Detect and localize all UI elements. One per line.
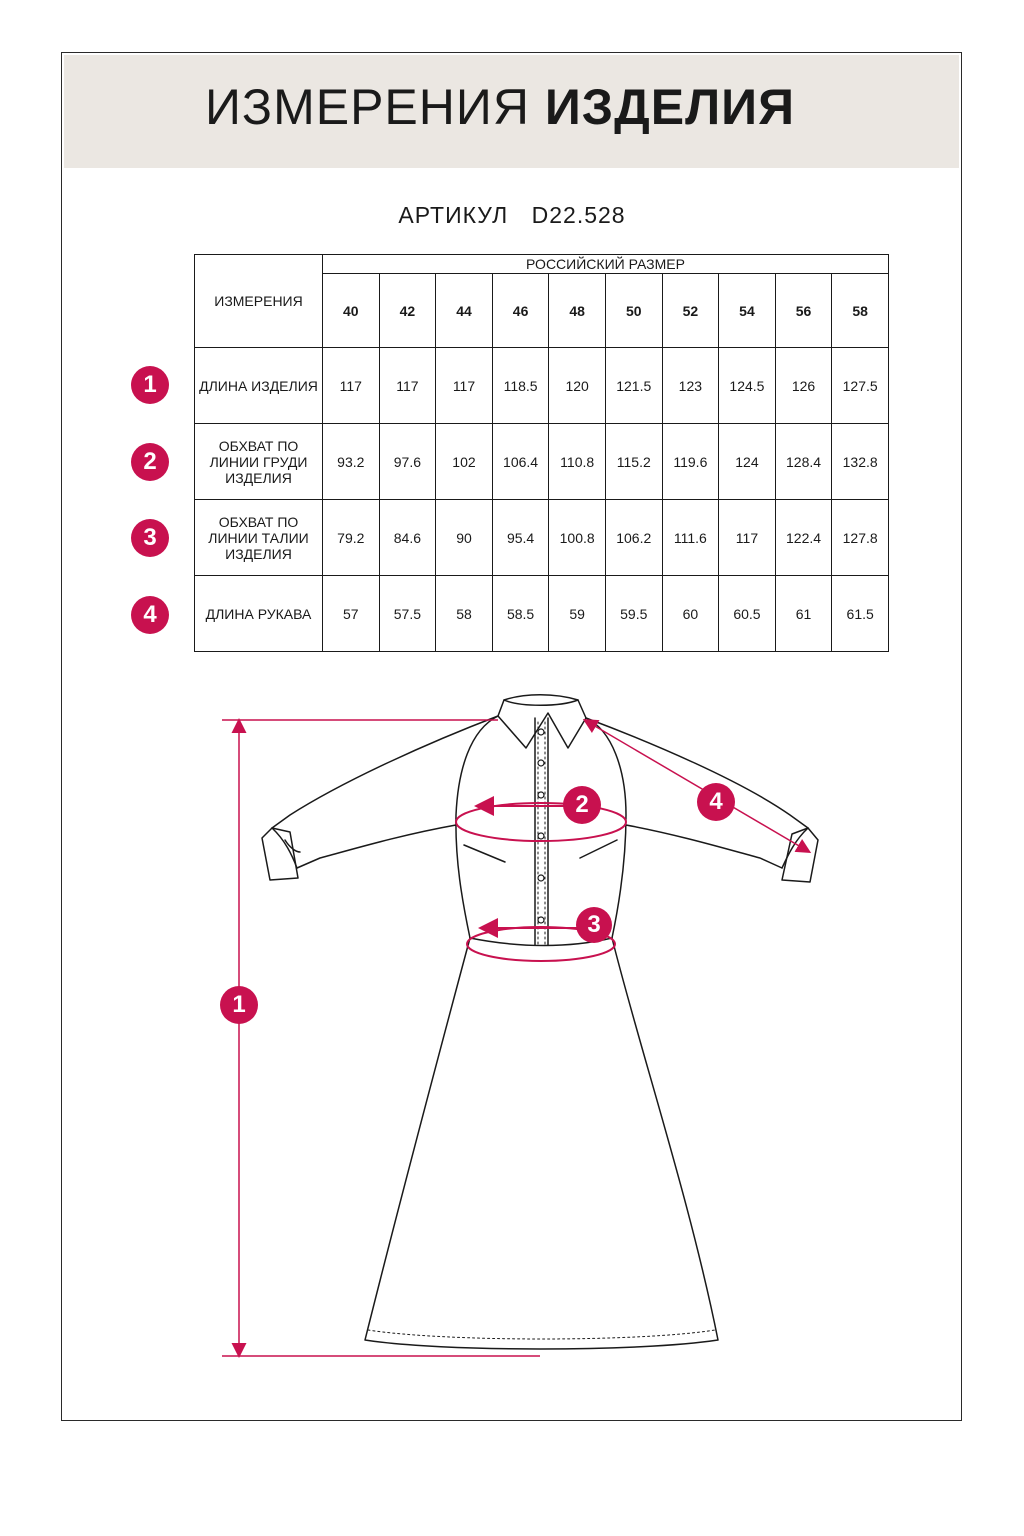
table-cell: 106.4 xyxy=(492,424,549,500)
row-label-sleeve: ДЛИНА РУКАВА xyxy=(195,576,323,652)
table-cell: 126 xyxy=(775,348,832,424)
table-cell: 120 xyxy=(549,348,606,424)
size-header: 44 xyxy=(436,274,493,348)
table-cell: 97.6 xyxy=(379,424,436,500)
table-cell: 122.4 xyxy=(775,500,832,576)
row-label-chest: ОБХВАТ ПО ЛИНИИ ГРУДИ ИЗДЕЛИЯ xyxy=(195,424,323,500)
table-cell: 127.5 xyxy=(832,348,889,424)
table-cell: 60.5 xyxy=(719,576,776,652)
table-cell: 84.6 xyxy=(379,500,436,576)
length-measure xyxy=(222,720,540,1356)
row-badge-1: 1 xyxy=(131,366,169,404)
size-header: 40 xyxy=(323,274,380,348)
size-header: 52 xyxy=(662,274,719,348)
table-cell: 124 xyxy=(719,424,776,500)
measurements-header: ИЗМЕРЕНИЯ xyxy=(195,255,323,348)
table-cell: 59.5 xyxy=(605,576,662,652)
row-label-length: ДЛИНА ИЗДЕЛИЯ xyxy=(195,348,323,424)
size-header: 50 xyxy=(605,274,662,348)
table-cell: 61.5 xyxy=(832,576,889,652)
table-cell: 123 xyxy=(662,348,719,424)
table-cell: 90 xyxy=(436,500,493,576)
table-cell: 57.5 xyxy=(379,576,436,652)
diagram-marker-1: 1 xyxy=(220,986,258,1024)
table-cell: 100.8 xyxy=(549,500,606,576)
diagram-marker-3: 3 xyxy=(576,907,612,943)
title-bold: ИЗДЕЛИЯ xyxy=(544,79,796,135)
sleeve-measure xyxy=(588,722,806,850)
table-cell: 115.2 xyxy=(605,424,662,500)
table-cell: 61 xyxy=(775,576,832,652)
table-cell: 58 xyxy=(436,576,493,652)
table-cell: 111.6 xyxy=(662,500,719,576)
table-cell: 79.2 xyxy=(323,500,380,576)
title-light: ИЗМЕРЕНИЯ xyxy=(204,79,530,135)
table-cell: 124.5 xyxy=(719,348,776,424)
table-cell: 59 xyxy=(549,576,606,652)
table-cell: 102 xyxy=(436,424,493,500)
table-cell: 60 xyxy=(662,576,719,652)
table-cell: 117 xyxy=(436,348,493,424)
row-badge-2: 2 xyxy=(131,443,169,481)
diagram-marker-4: 4 xyxy=(697,783,735,821)
table-cell: 106.2 xyxy=(605,500,662,576)
size-header: 48 xyxy=(549,274,606,348)
table-cell: 121.5 xyxy=(605,348,662,424)
table-cell: 117 xyxy=(323,348,380,424)
table-cell: 117 xyxy=(379,348,436,424)
size-header: 58 xyxy=(832,274,889,348)
table-cell: 117 xyxy=(719,500,776,576)
table-cell: 118.5 xyxy=(492,348,549,424)
table-cell: 119.6 xyxy=(662,424,719,500)
table-cell: 95.4 xyxy=(492,500,549,576)
size-header: 42 xyxy=(379,274,436,348)
row-label-waist: ОБХВАТ ПО ЛИНИИ ТАЛИИ ИЗДЕЛИЯ xyxy=(195,500,323,576)
table-cell: 132.8 xyxy=(832,424,889,500)
table-cell: 57 xyxy=(323,576,380,652)
dress-buttons xyxy=(538,729,544,923)
table-cell: 58.5 xyxy=(492,576,549,652)
table-cell: 128.4 xyxy=(775,424,832,500)
russian-size-header: РОССИЙСКИЙ РАЗМЕР xyxy=(323,255,889,274)
row-badge-4: 4 xyxy=(131,596,169,634)
row-badge-3: 3 xyxy=(131,519,169,557)
table-cell: 110.8 xyxy=(549,424,606,500)
size-header: 56 xyxy=(775,274,832,348)
table-cell: 127.8 xyxy=(832,500,889,576)
table-cell: 93.2 xyxy=(323,424,380,500)
size-header: 46 xyxy=(492,274,549,348)
diagram-marker-2: 2 xyxy=(563,786,601,824)
article-code: D22.528 xyxy=(531,202,626,228)
article-label: АРТИКУЛ xyxy=(398,202,509,228)
size-header: 54 xyxy=(719,274,776,348)
